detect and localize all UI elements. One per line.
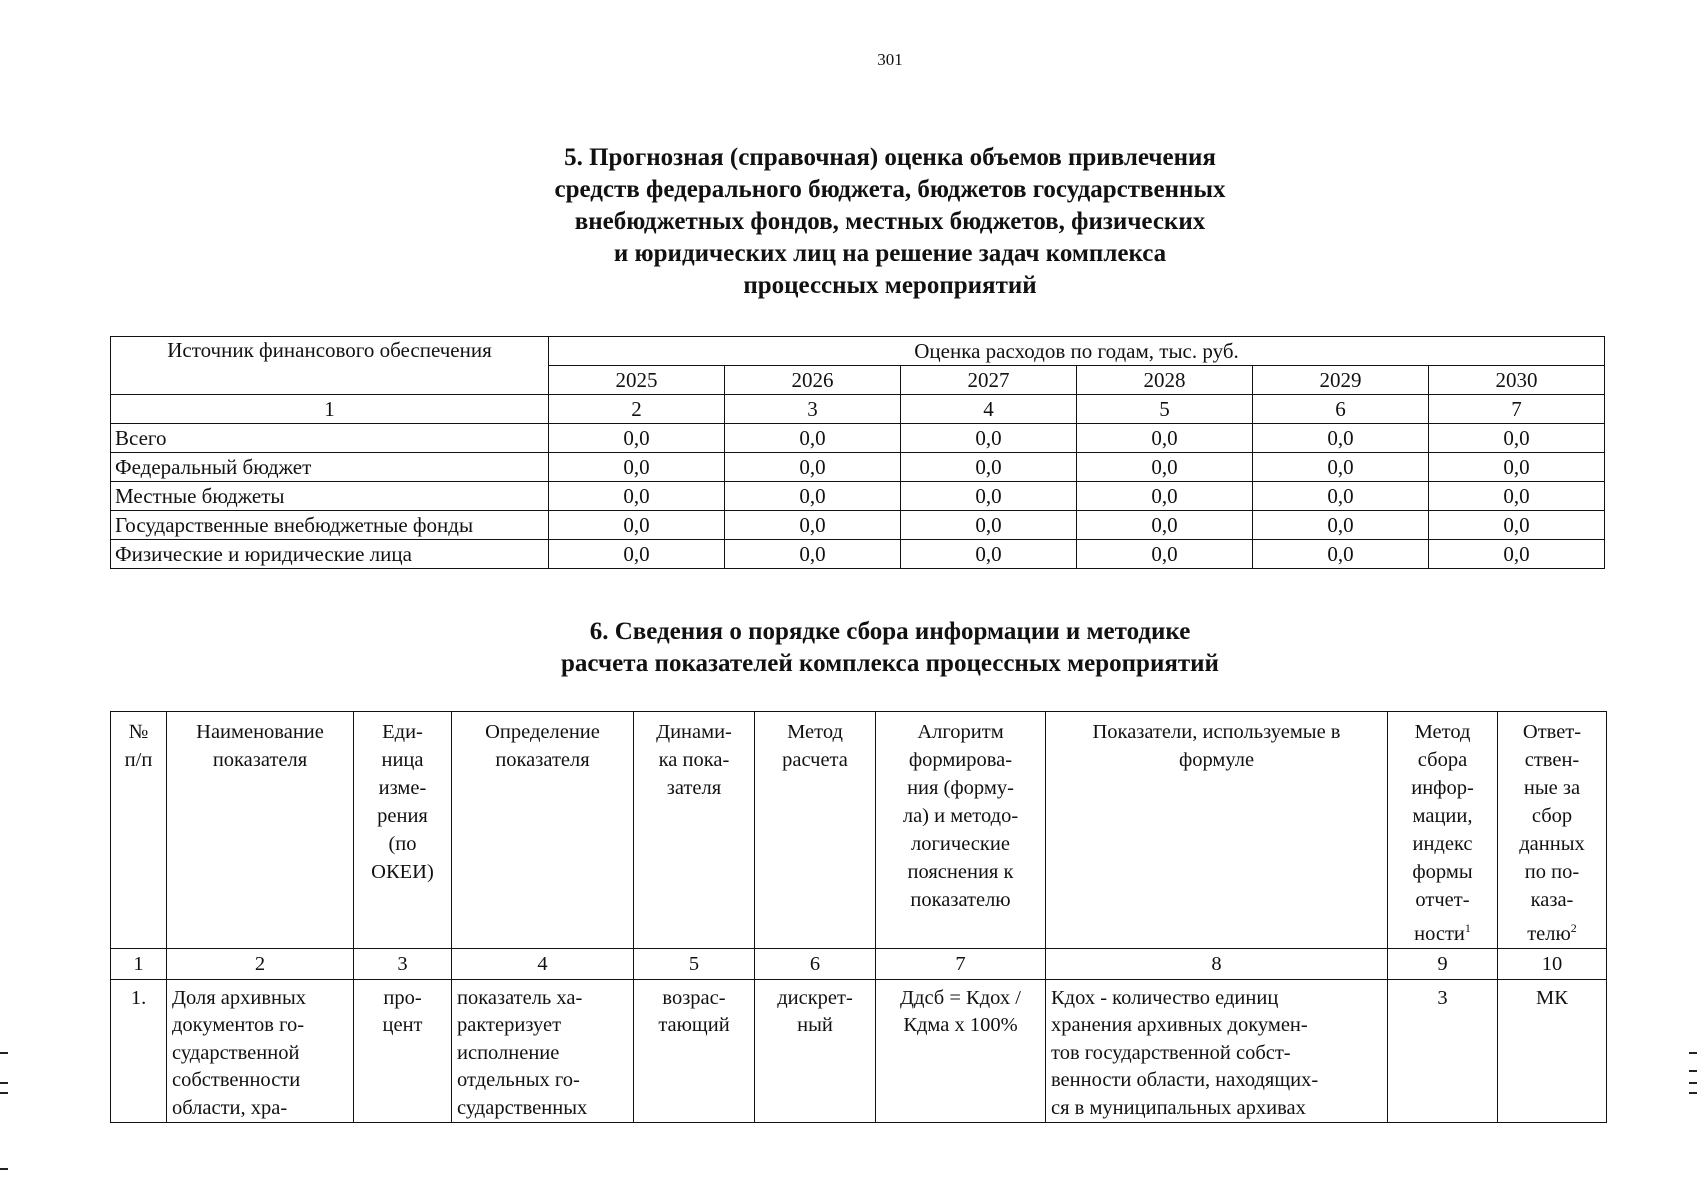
cell-formula xyxy=(876,979,1046,1123)
cell-line: хранения архивных докумен- xyxy=(1051,1014,1308,1037)
column-number: 6 xyxy=(755,948,876,979)
header-line xyxy=(1391,914,1494,948)
cell-line: про- xyxy=(383,986,422,1009)
title-line: 5. Прогнозная (справочная) оценка объемов привлечения xyxy=(564,144,1216,171)
column-header xyxy=(354,712,452,949)
cell-line: исполнение xyxy=(457,1041,560,1064)
title-line: расчета показателей комплекса процессных мероприятий xyxy=(561,650,1219,677)
column-number: 4 xyxy=(452,948,634,979)
header-line: рения xyxy=(377,805,428,827)
year-header: 2029 xyxy=(1253,366,1429,395)
year-header: 2026 xyxy=(725,366,901,395)
column-number: 1 xyxy=(111,948,167,979)
title-line: средств федерального бюджета, бюджетов государственных xyxy=(554,176,1226,203)
value-cell: 0,0 xyxy=(1253,424,1429,453)
cell-line: области, хра- xyxy=(172,1096,288,1119)
header-line: Метод xyxy=(787,721,843,743)
section-5-title xyxy=(0,142,1697,302)
column-number: 4 xyxy=(901,395,1077,424)
header-line xyxy=(1501,914,1603,948)
header-line: ла) и методо- xyxy=(902,805,1019,827)
financing-table xyxy=(110,336,1605,569)
column-header xyxy=(634,712,755,949)
header-line: мации, xyxy=(1412,805,1473,827)
cell-line: собственности xyxy=(172,1069,301,1092)
column-number: 9 xyxy=(1388,948,1498,979)
header-line: ница xyxy=(381,749,424,771)
value-cell: 0,0 xyxy=(1253,453,1429,482)
cell-unit xyxy=(354,979,452,1123)
value-cell: 0,0 xyxy=(1253,511,1429,540)
cell-line: рактеризует xyxy=(457,1014,562,1037)
column-number: 7 xyxy=(876,948,1046,979)
source-cell: Государственные внебюджетные фонды xyxy=(111,511,549,540)
column-number: 2 xyxy=(549,395,725,424)
value-cell: 0,0 xyxy=(1077,540,1253,569)
value-cell: 0,0 xyxy=(901,424,1077,453)
header-line: сбор xyxy=(1531,805,1573,827)
cell-line: документов го- xyxy=(172,1014,305,1037)
source-cell: Физические и юридические лица xyxy=(111,540,549,569)
header-line: ные за xyxy=(1523,777,1581,799)
cell-line: возрас- xyxy=(662,986,726,1009)
value-cell: 0,0 xyxy=(1077,453,1253,482)
table-row xyxy=(111,979,1607,1123)
value-cell: 0,0 xyxy=(1429,482,1605,511)
cell-line: тающий xyxy=(658,1014,730,1037)
column-header xyxy=(876,712,1046,949)
header-line: формирова- xyxy=(908,749,1013,771)
source-cell: Федеральный бюджет xyxy=(111,453,549,482)
column-number: 5 xyxy=(1077,395,1253,424)
header-line: ОКЕИ) xyxy=(371,861,434,883)
cell-dynamics xyxy=(634,979,755,1123)
header-line: Метод xyxy=(1414,721,1471,743)
value-cell: 0,0 xyxy=(1077,511,1253,540)
cell-number: 1. xyxy=(111,979,167,1123)
value-cell: 0,0 xyxy=(725,453,901,482)
source-cell: Всего xyxy=(111,424,549,453)
cell-line: Кдох - количество единиц xyxy=(1051,986,1279,1009)
title-line: внебюджетных фондов, местных бюджетов, физических xyxy=(574,208,1206,235)
cell-collection-method: 3 xyxy=(1388,979,1498,1123)
cell-definition xyxy=(452,979,634,1123)
cell-line: венности области, находящих- xyxy=(1051,1069,1319,1092)
title-line: 6. Сведения о порядке сбора информации и методике xyxy=(589,618,1191,645)
value-cell: 0,0 xyxy=(1077,424,1253,453)
column-header xyxy=(1498,712,1607,949)
column-number: 3 xyxy=(354,948,452,979)
header-line: пояснения к xyxy=(907,861,1014,883)
page-number: 301 xyxy=(877,50,903,69)
cell-line: Кдма х 100% xyxy=(903,1014,1018,1037)
header-line-text: телю xyxy=(1527,922,1571,945)
cell-line: сударственных xyxy=(457,1096,588,1119)
header-line: Наименование xyxy=(196,721,324,743)
column-number: 10 xyxy=(1498,948,1607,979)
year-header: 2030 xyxy=(1429,366,1605,395)
edge-mark xyxy=(0,1052,8,1054)
header-line: показателя xyxy=(495,749,590,771)
title-line: процессных мероприятий xyxy=(743,272,1037,299)
column-header xyxy=(1046,712,1388,949)
header-line: каза- xyxy=(1530,889,1574,911)
value-cell: 0,0 xyxy=(725,482,901,511)
edge-mark xyxy=(1689,1092,1697,1094)
cell-responsible: МК xyxy=(1498,979,1607,1123)
cell-line: дискрет- xyxy=(777,986,853,1009)
value-cell: 0,0 xyxy=(549,482,725,511)
value-cell: 0,0 xyxy=(1429,511,1605,540)
column-number: 5 xyxy=(634,948,755,979)
header-line: зателя xyxy=(666,777,722,799)
header-line: показателя xyxy=(212,749,308,771)
cell-line: ный xyxy=(797,1014,833,1037)
table-row xyxy=(111,424,1605,453)
header-line: формуле xyxy=(1178,749,1255,771)
column-number: 8 xyxy=(1046,948,1388,979)
header-line: п/п xyxy=(124,749,153,771)
header-line: ния (форму- xyxy=(907,777,1014,799)
edge-mark xyxy=(0,1168,8,1170)
table-row xyxy=(111,540,1605,569)
cell-line: сударственной xyxy=(172,1041,300,1064)
value-cell: 0,0 xyxy=(1429,540,1605,569)
cell-method xyxy=(755,979,876,1123)
header-line: изме- xyxy=(378,777,427,799)
footnote-marker: 2 xyxy=(1570,921,1577,935)
indicators-methodology-table xyxy=(110,711,1607,1123)
column-number-row xyxy=(111,395,1605,424)
column-header xyxy=(111,712,167,949)
column-header xyxy=(167,712,354,949)
year-header: 2028 xyxy=(1077,366,1253,395)
column-number: 7 xyxy=(1429,395,1605,424)
header-line: формы xyxy=(1412,861,1473,883)
edge-mark xyxy=(0,1082,8,1084)
value-cell: 0,0 xyxy=(1253,482,1429,511)
value-cell: 0,0 xyxy=(1429,453,1605,482)
header-line: показателю xyxy=(910,889,1011,911)
value-cell: 0,0 xyxy=(549,453,725,482)
header-line-text: ности xyxy=(1414,922,1465,945)
edge-mark xyxy=(1689,1070,1697,1072)
table-row xyxy=(111,482,1605,511)
header-line: Алгоритм xyxy=(917,721,1004,743)
header-line: ствен- xyxy=(1524,749,1580,771)
cell-line: цент xyxy=(382,1014,423,1037)
header-line: Показатели, используемые в xyxy=(1092,721,1341,743)
value-cell: 0,0 xyxy=(1253,540,1429,569)
value-cell: 0,0 xyxy=(1429,424,1605,453)
edge-mark xyxy=(1689,1052,1697,1054)
header-line: ка пока- xyxy=(658,749,730,771)
cell-line: тов государственной собст- xyxy=(1051,1041,1291,1064)
column-header xyxy=(452,712,634,949)
expenses-group-header: Оценка расходов по годам, тыс. руб. xyxy=(549,337,1605,366)
column-number: 1 xyxy=(111,395,549,424)
column-number: 3 xyxy=(725,395,901,424)
header-line: Ответ- xyxy=(1522,721,1582,743)
value-cell: 0,0 xyxy=(549,511,725,540)
edge-mark xyxy=(1689,1082,1697,1084)
column-number: 2 xyxy=(167,948,354,979)
header-line: логические xyxy=(911,833,1010,855)
value-cell: 0,0 xyxy=(725,540,901,569)
source-header: Источник финансового обеспечения xyxy=(111,337,549,395)
header-line: индекс xyxy=(1412,833,1473,855)
value-cell: 0,0 xyxy=(901,482,1077,511)
header-line: инфор- xyxy=(1411,777,1474,799)
header-line: Динами- xyxy=(656,721,732,743)
cell-line: ся в муниципальных архивах xyxy=(1051,1096,1306,1119)
table-row xyxy=(111,453,1605,482)
source-cell: Местные бюджеты xyxy=(111,482,549,511)
value-cell: 0,0 xyxy=(725,424,901,453)
section-6-title xyxy=(0,616,1697,680)
header-line: Еди- xyxy=(382,721,423,743)
table-row xyxy=(111,511,1605,540)
edge-mark xyxy=(0,1092,8,1094)
footnote-marker: 1 xyxy=(1464,921,1471,935)
title-line: и юридических лиц на решение задач комплекса xyxy=(613,240,1167,267)
cell-line: отдельных го- xyxy=(457,1069,580,1092)
header-line: (по xyxy=(388,833,417,855)
cell-line: показатель ха- xyxy=(457,986,583,1009)
header-line: расчета xyxy=(782,749,848,771)
value-cell: 0,0 xyxy=(725,511,901,540)
value-cell: 0,0 xyxy=(901,540,1077,569)
header-line: отчет- xyxy=(1415,889,1470,911)
header-line: № xyxy=(128,721,149,743)
cell-indicators xyxy=(1046,979,1388,1123)
header-line: сбора xyxy=(1417,749,1468,771)
value-cell: 0,0 xyxy=(901,453,1077,482)
cell-line: Ддсб = Кдох / xyxy=(900,986,1021,1009)
header-line: данных xyxy=(1519,833,1585,855)
value-cell: 0,0 xyxy=(901,511,1077,540)
cell-line: Доля архивных xyxy=(172,986,306,1009)
value-cell: 0,0 xyxy=(549,540,725,569)
column-header xyxy=(755,712,876,949)
value-cell: 0,0 xyxy=(1077,482,1253,511)
year-header: 2027 xyxy=(901,366,1077,395)
column-number: 6 xyxy=(1253,395,1429,424)
value-cell: 0,0 xyxy=(549,424,725,453)
header-line: по по- xyxy=(1524,861,1580,883)
column-header xyxy=(1388,712,1498,949)
year-header: 2025 xyxy=(549,366,725,395)
cell-name xyxy=(167,979,354,1123)
header-line: Определение xyxy=(485,721,600,743)
